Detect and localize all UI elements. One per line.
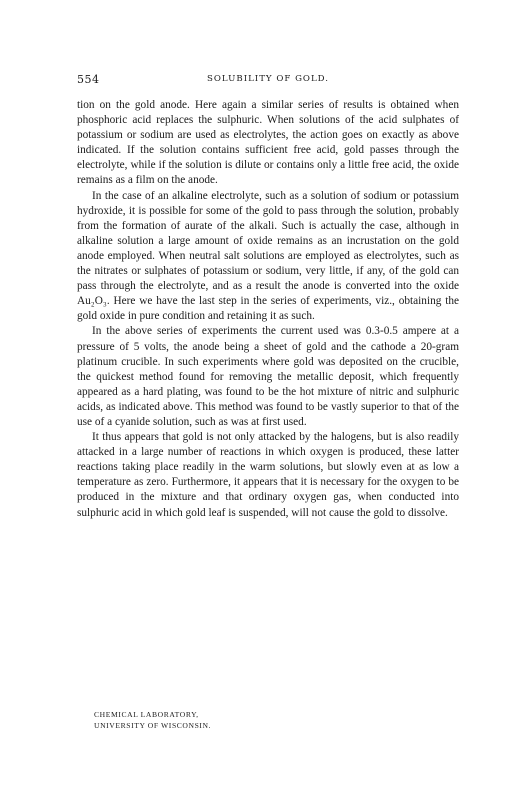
running-title: SOLUBILITY OF GOLD. — [206, 74, 330, 84]
paragraph-conclusion: It thus appears that gold is not only attacked by the halogens, but is also readily attacked in a large number of reactions in which oxygen is produced, these latter reactions taking place readily in the warm solutions, but slowly even at as low a temperature as zero. Furthermore, it appears that it is necessary for the oxygen to be produced in the mixture and that ordinary oxygen gas, when conducted into sulphuric acid in which gold leaf is suspended, will not cause the gold to dissolve. — [77, 431, 459, 519]
paragraph-experiment-conditions: In the above series of experiments the current used was 0.3-0.5 ampere at a pressure of 5 volts, the anode being a sheet of gold and the cathode a 20-gram platinum crucible. In such experiments where gold was deposited on the crucible, the quickest method found for removing the metallic deposit, which frequently appeared as a hard plating, was found to be the hot mixture of nitric and sulphuric acids, as indicated above. This method was found to be vastly superior to that of the use of a cyanide solution, such as was at first used. — [77, 325, 459, 428]
signature-block — [94, 709, 211, 731]
running-head — [77, 73, 459, 87]
page-number: 554 — [77, 73, 100, 86]
signature-laboratory: CHEMICAL LABORATORY, — [94, 710, 199, 719]
paragraph-continued: tion on the gold anode. Here again a similar series of results is obtained when phosphoric acid replaces the sulphuric. When solutions of the acid sulphates of potassium or sodium are used as electrolytes, the action goes on exactly as above indicated. If the solution contains sufficient free acid, gold passes through the electrolyte, while if the solution is dilute or contains only a little free acid, the oxide remains as a film on the anode. — [77, 99, 459, 187]
signature-university: UNIVERSITY OF WISCONSIN. — [94, 721, 212, 730]
paragraph-alkaline-electrolyte: In the case of an alkaline electrolyte, such as a solution of sodium or potassium hydroxide, it is possible for some of the gold to pass through the solution, probably from the formation of aurate of the alkali. Such is actually the case, although in alkaline solution a large amount of oxide remains as an incrustation on the gold anode employed. When neutral salt solutions are employed as electrolytes, such as the nitrates or sulphates of potassium or sodium, very little, if any, of the gold can pass through the electrolyte, and as a result the anode is converted into the oxide Au₂O₃. Here we have the last step in the series of experiments, viz., obtaining the gold oxide in pure condition and retaining it as such. — [77, 189, 459, 323]
body-text — [77, 98, 459, 521]
